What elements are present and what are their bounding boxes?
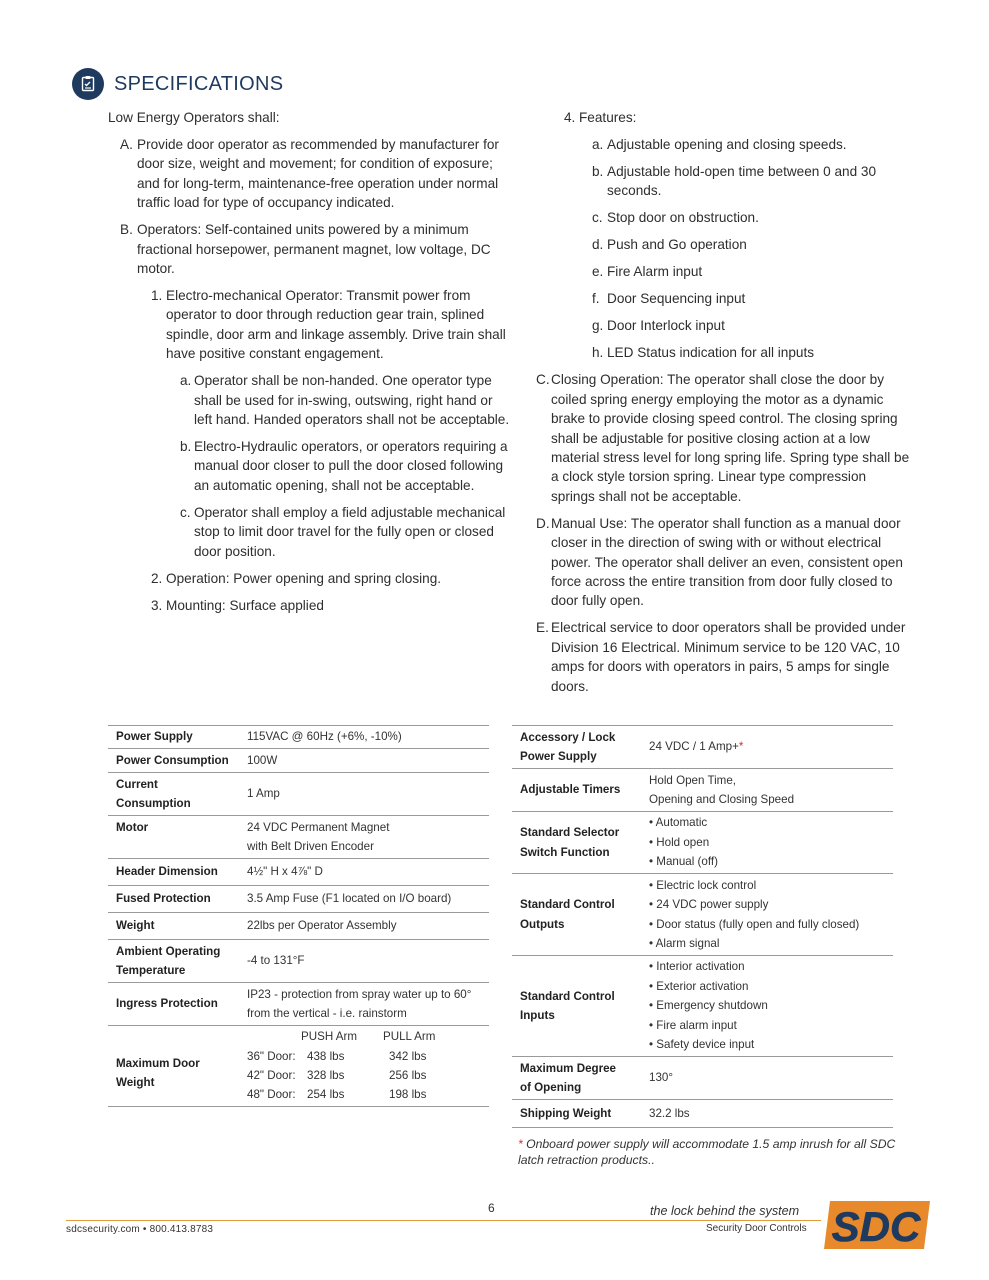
label-line: Maximum Degree [520, 1061, 617, 1075]
footnote-text: Onboard power supply will accommodate 1.5 amp inrush for all SDC latch retraction products.. [518, 1137, 896, 1167]
list-item-b3 [108, 596, 513, 615]
value-line: IP23 - protection from spray water up to 60° [247, 987, 472, 1001]
intro-text: Low Energy Operators shall: [108, 110, 280, 125]
value-line: with Belt Driven Encoder [247, 840, 374, 853]
list-text: Operator shall employ a field adjustable mechanical stop to limit door travel for the fully open or closed door position. [194, 504, 506, 559]
right-column [536, 108, 912, 704]
door-size: 42" Door: [247, 1069, 296, 1082]
spec-value [245, 816, 489, 859]
push-value: 328 lbs [307, 1069, 345, 1082]
bullet-item: • Emergency shutdown [649, 996, 893, 1015]
table-row [108, 749, 489, 773]
spec-table-left [108, 725, 489, 1107]
pull-value: 198 lbs [389, 1088, 427, 1102]
feature-item [536, 262, 912, 281]
list-text: Closing Operation: The operator shall close the door by coiled spring energy employing the motor as a dynamic brake to provide closing speed control. The closing spring shall be adjustable for positive closing action at a low material stress level for long spring life. Spring type shall be a clock style torsion spring. Linear type compression springs shall not be acceptable. [551, 372, 910, 504]
spec-value: 1 Amp [245, 773, 489, 816]
label-line: Standard Control [520, 898, 615, 912]
spec-label [512, 956, 647, 1057]
list-text: Electro-Hydraulic operators, or operators requiring a manual door closer to pull the door closed following an automatic opening, shall not be acceptable. [194, 439, 508, 493]
bullet-item: • Automatic [649, 813, 893, 832]
list-marker: B. [120, 222, 133, 238]
list-marker: b. [592, 164, 604, 179]
list-text: Push and Go operation [607, 237, 747, 253]
spec-value [647, 956, 893, 1057]
table-row [108, 1026, 489, 1107]
list-text: Operators: Self-contained units powered by a minimum fractional horsepower, permanent magnet, low voltage, DC motor. [137, 222, 491, 277]
list-marker: E. [536, 620, 549, 636]
list-text: Stop door on obstruction. [607, 210, 759, 226]
list-marker: D. [536, 515, 550, 531]
page-title: SPECIFICATIONS [114, 72, 284, 95]
feature-item [536, 235, 912, 254]
spec-value: 130° [647, 1057, 893, 1100]
list-text: Provide door operator as recommended by manufacturer for door size, weight and movement; for condition of exposure; and for long-term, maintenance-free operation under normal traffic load for type of occupancy indicated. [137, 137, 499, 211]
bullet-item: • 24 VDC power supply [649, 895, 893, 914]
spec-label [108, 773, 245, 816]
label-line: Ambient Operating [116, 944, 221, 958]
company-name: Security Door Controls [706, 1223, 807, 1234]
spec-label [512, 874, 647, 956]
push-arm-header: PUSH Arm [301, 1030, 358, 1044]
section-header [72, 68, 283, 100]
spec-table-right [512, 725, 893, 1128]
spec-label [108, 940, 245, 983]
spec-value [245, 983, 489, 1026]
pull-value: 256 lbs [389, 1069, 427, 1082]
table-row [108, 983, 489, 1026]
pull-arm-header: PULL Arm [383, 1030, 436, 1044]
list-item-e [536, 618, 912, 696]
footer-contact: sdcsecurity.com • 800.413.8783 [66, 1224, 214, 1235]
spec-value: 32.2 lbs [647, 1100, 893, 1128]
bullet-item: • Hold open [649, 833, 893, 852]
spec-label: Shipping Weight [512, 1100, 647, 1128]
table-row [512, 812, 893, 874]
tagline: the lock behind the system [650, 1204, 800, 1218]
list-item-b4 [536, 108, 912, 127]
list-marker: a. [180, 373, 192, 389]
spec-label [108, 1026, 245, 1107]
door-size: 36" Door: [247, 1049, 296, 1063]
value-line: Hold Open Time, [649, 773, 736, 787]
list-marker: g. [592, 318, 604, 334]
footnote-asterisk: * [738, 740, 744, 754]
sdc-logo [824, 1199, 930, 1256]
table-row [512, 874, 893, 956]
feature-item [536, 316, 912, 335]
bullet-item: • Alarm signal [649, 934, 893, 953]
spec-value [647, 769, 893, 812]
list-text: Mounting: Surface applied [166, 597, 324, 613]
list-marker: f. [592, 291, 600, 307]
spec-label: Ingress Protection [108, 983, 245, 1026]
bullet-item: • Door status (fully open and fully closed) [649, 915, 893, 934]
label-line: Standard Control [520, 989, 615, 1003]
bullet-item: • Manual (off) [649, 852, 893, 871]
feature-item [536, 343, 912, 362]
spec-value [647, 874, 893, 956]
feature-item [536, 208, 912, 227]
list-item-b1 [108, 286, 513, 364]
list-text: LED Status indication for all inputs [607, 345, 815, 361]
feature-item [536, 135, 912, 154]
bullet-item: • Fire alarm input [649, 1016, 893, 1035]
label-line: Maximum Door [116, 1056, 200, 1070]
spec-value [647, 726, 893, 769]
label-line: Current [116, 777, 158, 791]
list-item-b1b [108, 437, 513, 495]
label-line: Standard Selector [520, 826, 620, 840]
table-row [108, 913, 489, 940]
list-text: Operation: Power opening and spring closing. [166, 570, 442, 586]
spec-label: Power Supply [108, 726, 245, 749]
bullet-item: • Interior activation [649, 957, 893, 976]
sdc-logo-graphic [824, 1199, 930, 1251]
list-item-c [536, 370, 912, 506]
value-line: Opening and Closing Speed [649, 793, 795, 806]
push-value: 254 lbs [307, 1088, 345, 1102]
label-line: of Opening [520, 1081, 582, 1094]
list-text: Features: [579, 110, 637, 125]
label-line: Outputs [520, 917, 565, 931]
spec-value: -4 to 131°F [245, 940, 489, 983]
pull-value: 342 lbs [389, 1049, 427, 1063]
feature-item [536, 289, 912, 308]
list-item-b2 [108, 569, 513, 588]
bullet-item: • Electric lock control [649, 876, 893, 895]
footnote-asterisk: * [518, 1137, 523, 1151]
list-text: Door Sequencing input [607, 291, 746, 307]
list-marker: d. [592, 237, 604, 253]
bullet-item: • Safety device input [649, 1035, 893, 1054]
table-row [512, 1100, 893, 1128]
feature-item [536, 162, 912, 201]
footnote [518, 1137, 898, 1168]
table-row [108, 886, 489, 913]
list-item-b1a [108, 371, 513, 429]
list-marker: 3. [151, 597, 163, 613]
spec-value [647, 812, 893, 874]
label-line: Inputs [520, 1009, 555, 1022]
table-row [108, 773, 489, 816]
spec-value: 100W [245, 749, 489, 773]
table-row [108, 859, 489, 886]
push-value: 438 lbs [307, 1049, 345, 1063]
list-marker: b. [180, 439, 192, 455]
list-text: Electro-mechanical Operator: Transmit power from operator to door through reduction gear train, splined spindle, door arm and linkage assembly. Drive train shall have positive constant engagement. [166, 288, 506, 362]
list-marker: e. [592, 264, 604, 280]
list-marker: 2. [151, 570, 163, 586]
list-marker: c. [592, 210, 603, 226]
weight-row [247, 1085, 489, 1104]
table-row [512, 1057, 893, 1100]
list-marker: h. [592, 345, 604, 361]
spec-label: Weight [108, 913, 245, 940]
spec-value: 3.5 Amp Fuse (F1 located on I/O board) [245, 886, 489, 913]
label-line: Weight [116, 1076, 155, 1089]
list-marker: 4. [564, 110, 576, 125]
table-row [512, 726, 893, 769]
spec-value: 22lbs per Operator Assembly [245, 913, 489, 940]
list-item-d [536, 514, 912, 611]
bullet-item: • Exterior activation [649, 977, 893, 996]
table-row [108, 726, 489, 749]
list-text: Adjustable hold-open time between 0 and 30 seconds. [607, 164, 877, 199]
list-item-b [108, 220, 513, 278]
spec-label [512, 1057, 647, 1100]
spec-label: Motor [108, 816, 245, 859]
list-marker: A. [120, 137, 133, 152]
spec-label [512, 812, 647, 874]
checklist-icon [72, 68, 104, 100]
door-weight-table [245, 1026, 489, 1107]
spec-value: 115VAC @ 60Hz (+6%, -10%) [245, 726, 489, 749]
door-size: 48" Door: [247, 1088, 296, 1102]
spec-label: Power Consumption [108, 749, 245, 773]
list-text: Adjustable opening and closing speeds. [607, 137, 847, 152]
weight-row [247, 1047, 489, 1066]
list-marker: a. [592, 137, 604, 152]
footer-divider [66, 1220, 821, 1221]
page-number: 6 [488, 1201, 495, 1215]
weight-header-row [247, 1027, 489, 1046]
label-line: Accessory / Lock [520, 730, 616, 744]
label-line: Power Supply [520, 750, 597, 763]
list-item-a [108, 135, 513, 213]
left-column [108, 108, 513, 623]
list-text: Operator shall be non-handed. One operator type shall be used for in-swing, outswing, right hand or left hand. Handed operators shall not be acceptable. [194, 373, 510, 428]
list-text: Fire Alarm input [607, 264, 703, 280]
spec-label: Fused Protection [108, 886, 245, 913]
list-marker: c. [180, 504, 191, 520]
value-line: from the vertical - i.e. rainstorm [247, 1007, 407, 1020]
list-marker: C. [536, 372, 550, 388]
list-text: Electrical service to door operators shall be provided under Division 16 Electrical. Minimum service to be 120 VAC, 10 amps for doors with operators in pairs, 5 amps for single doors. [551, 620, 906, 694]
spec-label: Header Dimension [108, 859, 245, 886]
spec-label [512, 726, 647, 769]
weight-row [247, 1066, 489, 1085]
table-row [108, 940, 489, 983]
table-row [512, 769, 893, 812]
label-line: Temperature [116, 964, 186, 977]
value-text: 24 VDC / 1 Amp+ [649, 740, 739, 754]
list-text: Door Interlock input [607, 318, 725, 334]
table-row [108, 816, 489, 859]
logo-text: SDC [831, 1203, 921, 1250]
value-line: 24 VDC Permanent Magnet [247, 820, 390, 834]
blank-cell [247, 1027, 301, 1046]
label-line: Switch Function [520, 845, 610, 859]
list-item-b1c [108, 503, 513, 561]
list-marker: 1. [151, 288, 163, 304]
spec-label: Adjustable Timers [512, 769, 647, 812]
list-text: Manual Use: The operator shall function as a manual door closer in the direction of swing with or without electrical power. The operator shall deliver an even, consistent open force across the entire transition from door fully closed to door fully open. [551, 515, 903, 609]
spec-value: 4½" H x 4⅞" D [245, 859, 489, 886]
label-line: Consumption [116, 797, 191, 810]
table-row [512, 956, 893, 1057]
